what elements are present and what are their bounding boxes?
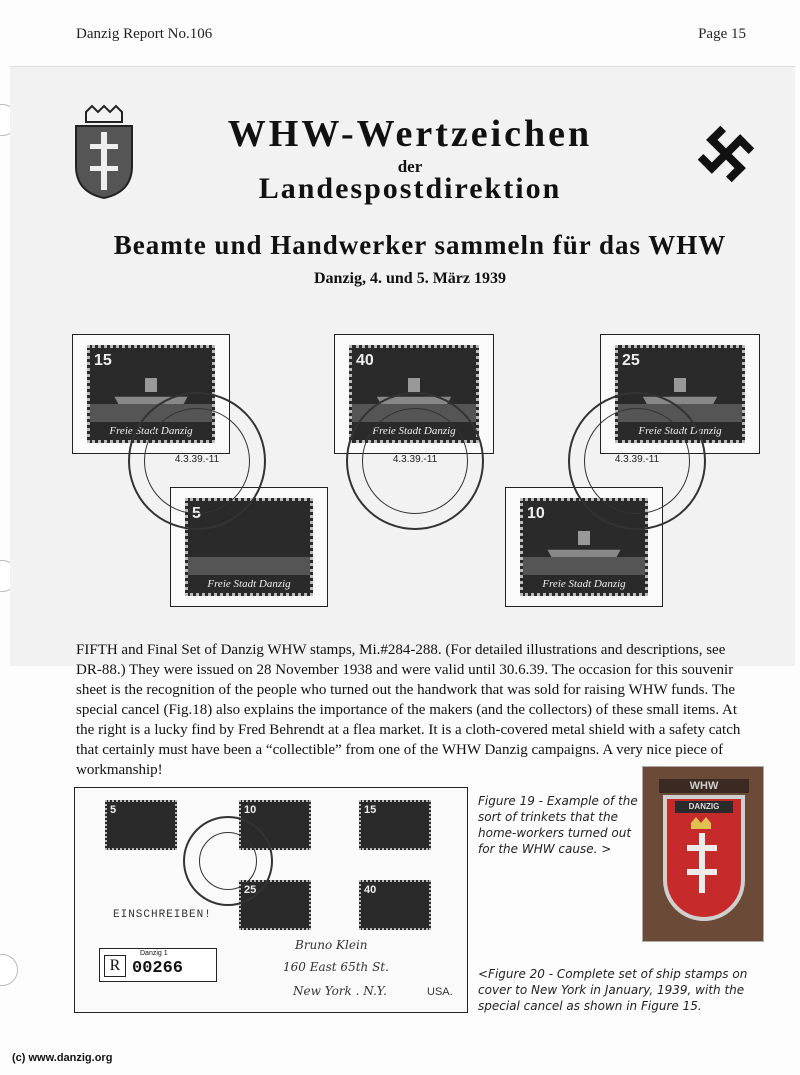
sheet-title-der: der — [397, 157, 423, 176]
punch-hole — [0, 954, 18, 986]
registration-office: Danzig 1 — [140, 950, 168, 957]
stamp-value: 25 — [622, 352, 640, 369]
header-report-title: Danzig Report No.106 — [76, 26, 213, 42]
shield-label: DANZIG — [675, 801, 733, 813]
address-line: Bruno Klein — [295, 938, 368, 952]
address-line: New York . N.Y. — [293, 984, 387, 998]
figure-20-caption: <Figure 20 - Complete set of ship stamps on cover to New York in January, 1939, with the special cancel as shown in Figure 15. — [478, 967, 748, 1013]
cover-cancel — [183, 816, 273, 906]
sheet-title: WHW-Wertzeichen — [227, 113, 593, 155]
header-page-number: Page 15 — [698, 26, 746, 42]
cancel-date: 4.3.39.-11 — [174, 454, 220, 466]
sheet-date: Danzig, 4. und 5. März 1939 — [314, 270, 506, 287]
cancel-date: 4.3.39.-11 — [614, 454, 660, 466]
sheet-title-landespostdirektion: Landespostdirektion — [258, 172, 562, 205]
address-country: USA. — [427, 986, 453, 998]
registration-letter: R — [104, 955, 126, 977]
registration-number: 00266 — [132, 959, 184, 978]
swastika-icon — [696, 124, 756, 184]
stamp-caption: Freie Stadt Danzig — [542, 578, 626, 590]
postmark-cancel — [568, 392, 706, 530]
shield-photo — [642, 766, 764, 942]
stamp-value: 40 — [356, 352, 374, 369]
cover-envelope — [74, 787, 468, 1013]
shield-face — [663, 795, 745, 921]
figure-19-caption: Figure 19 - Example of the sort of trinkets that the home-workers turned out for the WHW cause. > — [478, 794, 638, 856]
cover-stamp: 25 — [239, 880, 311, 930]
cover-stamp: 15 — [359, 800, 431, 850]
stamp-caption: Freie Stadt Danzig — [109, 425, 193, 437]
sheet-subtitle: Beamte und Handwerker sammeln für das WHW — [113, 230, 727, 260]
stamp-value: 10 — [527, 505, 545, 522]
stamp-caption: Freie Stadt Danzig — [207, 578, 291, 590]
registration-label — [99, 948, 217, 982]
cancel-date: 4.3.39.-11 — [392, 454, 438, 466]
article-paragraph: FIFTH and Final Set of Danzig WHW stamps, Mi.#284-288. (For detailed illustrations and descriptions, see DR-88.) They were issued on 28 November 1938 and were valid until 30.6.39. The occasion for this souvenir sheet is the recognition of the people who turned out the handwork that was sold for raising WHW funds. The special cancel (Fig.18) also explains the importance of the makers (and the collectors) of these small items. At the right is a lucky find by Fred Behrendt at a flea market. It is a cloth-covered metal shield with a safety catch that certainly must have been a “collectible” from one of the WHW Danzig campaigns. A very nice piece of workmanship! — [76, 642, 741, 778]
shield-band: WHW — [659, 779, 749, 793]
danzig-crest-icon — [72, 104, 136, 200]
einschreiben-stamp: EINSCHREIBEN! — [113, 909, 212, 921]
cover-stamp: 10 — [239, 800, 311, 850]
postmark-cancel — [346, 392, 484, 530]
cover-stamp: 5 — [105, 800, 177, 850]
postmark-cancel — [128, 392, 266, 530]
stamp-caption: Freie Stadt Danzig — [372, 425, 456, 437]
stamp-value: 5 — [192, 505, 201, 522]
cover-stamp: 40 — [359, 880, 431, 930]
address-line: 160 East 65th St. — [283, 960, 389, 974]
footer-copyright: (c) www.danzig.org — [12, 1052, 113, 1064]
danzig-crosses-icon — [663, 795, 745, 921]
stamp-value: 15 — [94, 352, 112, 369]
stamp-caption: Freie Stadt Danzig — [638, 425, 722, 437]
